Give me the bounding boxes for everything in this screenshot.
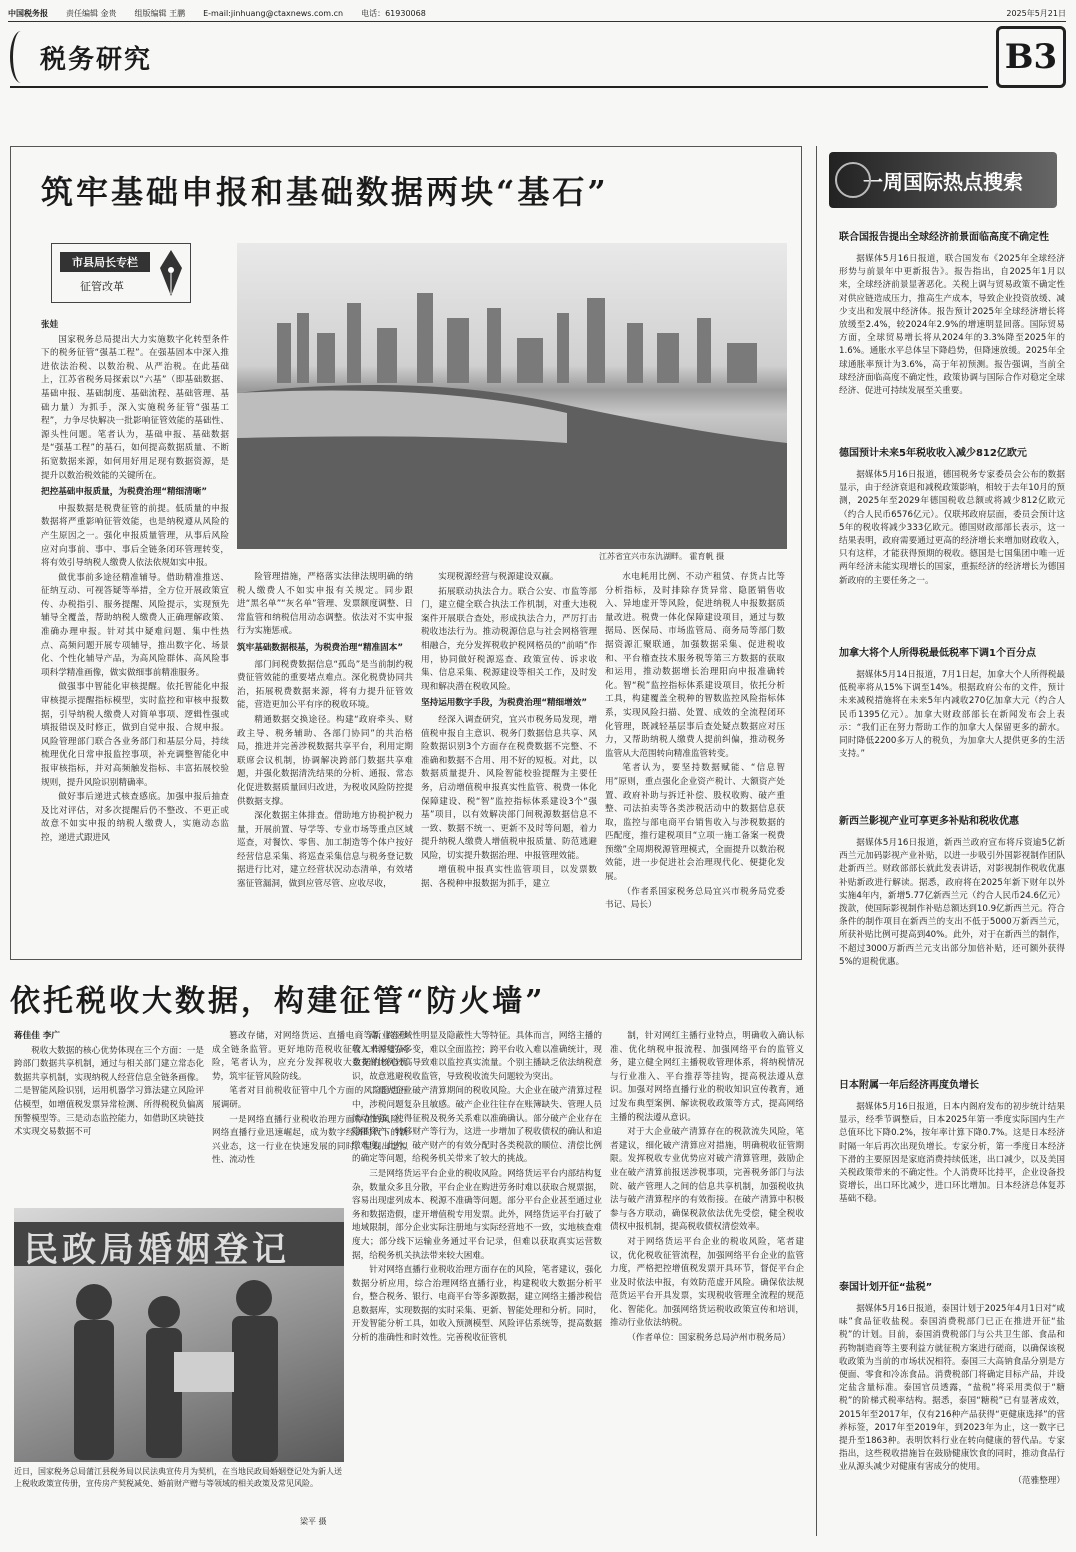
- news-title: 联合国报告提出全球经济前景面临高度不确定性: [839, 232, 1049, 243]
- lake-city-photo: [237, 243, 787, 549]
- news-item: [839, 446, 1065, 640]
- news-item: [839, 230, 1065, 440]
- sidebar-header: [829, 152, 1057, 208]
- marriage-registry-photo: [14, 1208, 344, 1462]
- article-1-paragraph: 拓展联动执法合力。联合公安、市监等部门，建立健全联合执法工作机制，对重大违税案件开展联合查处，形成执法合力，严厉打击税收违法行为。推动税源信息与社会网格管理相融合，充分发挥税收护税网格员的“前哨”作用，协同做好税源巡查、政策宣传、诉求收集、信息采集、税源建设等相关工作，及时发现和解决潜在税收风险。: [421, 586, 597, 692]
- article-1-col-3: [421, 571, 597, 955]
- news-title: 新西兰影视产业可享更多补贴和税收优惠: [839, 816, 1019, 827]
- article-2-paragraph: 对于网络货运平台企业的税收风险，笔者建议，优化税收征管流程，加强网络平台企业的监管力度，严格把控增值税发票开具环节，督促平台企业及时依法申报，有效防范虚开风险。确保依法规范货运平台开具发票，实现税收管理全流程的规范化、智能化。加强网络货运税收政策宣传和培训，推动行业依法纳税。: [610, 1236, 804, 1329]
- people-graphic: [14, 1262, 344, 1462]
- news-item: [839, 1078, 1065, 1272]
- article-1-paragraph: 经深入调查研究，宜兴市税务局发现，增值税申报自主意识、税务门数据信息共享、风险数据识别3个方面存在税费数据不完整、不准确和数据不合用、用不好的短板。对此，以数据质量提升、风险智能校验提醒为主要任务，启动增值税申报真实性监管、税费一体化保障建设、税“智”监控指标体系建设3个“强基”项目，以有效解决部门间税源数据信息不一致、数据不统一、更新不及时等问题，着力提升纳税人缴费人增值税申报质量、防范逃避风险，切实提升数据治理、申报管理效能。: [421, 714, 597, 861]
- article-1-col-4: [605, 571, 785, 955]
- fountain-pen-icon: [156, 248, 186, 298]
- article-1-paragraph: 国家税务总局提出大力实施数字化转型条件下的税务征管“强基工程”。在强基固本中深入推进依法治税、以数治税、从严治税。在此基础上，江苏省税务局探索以“六基”（即基础数据、基础申报、基础制度、基础流程、基础管理、基础力量）为抓手，深入实施税务征管“强基工程”，力争尽快解决一批影响征管效能的基础性、源头性问题。笔者认为，基础申报、基础数据是“强基工程”的基石，如何提高数据质量、不断拓宽数据来源，如何用好用足现有数据资源，是提升以数治税效能的关键所在。: [41, 334, 229, 481]
- news-body: 据媒体5月16日报道，泰国计划于2025年4月1日对“咸味”食品征收盐税。泰国消费税部门已正在推进开征“盐税”的计划。目前，泰国消费税部门与公共卫生部、食品和药物制造商等主要利益方就征税方案进行磋商，以确保该税收政策为当前的市场状况相符。泰国三大高钠食品分别是方便面、零食和冷冻食品。消费税部门将确定目标产品，并设定盐含量标准。泰国官员透露，“盐税”将采用类似于“糖税”的阶梯式税率结构。据悉，泰国“糖税”已有显著成效，2015年至2017年，仅有216种产品获得“更健康选择”的营养标签，2017年至2019年，到2023年为止，这一数字已提升至1863种。表明饮料行业在转向健康的替代品。专家指出，这些税收措施旨在鼓励健康饮食的同时，推动食品行业从源头减少对健康有害成分的使用。: [839, 1304, 1065, 1473]
- article-1-paragraph: 笔者认为，要坚持数据赋能、“信息智用”原则，重点强化企业资产税计、大额资产处置、政府补助与拆迁补偿、股权收购、破产重整、司法拍卖等各类涉税活动中的数据信息获取，监控与部电商平台销售收入与涉税数据的匹配度，推行建税项目“立项一施工备案一税费预缴”全周期税源管理模式，全面提升以数治税效能，进一步促进社会治理现代化、便捷化发展。: [605, 763, 785, 883]
- masthead: [8, 6, 1066, 22]
- news-title: 加拿大将个人所得税最低税率下调1个百分点: [839, 648, 1036, 659]
- sidebar-credit: （范雅整理）: [1013, 1475, 1065, 1486]
- article-1-subhead: 坚持运用数字手段，为税费治理“精细增效”: [421, 698, 587, 709]
- globe-icon: [835, 162, 871, 198]
- article-2-headline: 依托税收大数据，构建征管“防火墙”: [10, 984, 546, 1019]
- news-body: 据媒体5月16日报道，德国税务专家委员会公布的数据显示，由于经济衰退和减税政策影响，相较于去年10月的预测，2025年至2029年德国税收总额或将减少812亿欧元（约合人民币6576亿元）。仅联邦政府层面，委员会预计这5年的税收将减少333亿欧元。德国财政部部长表示，这一结果表明，政府需要通过更高的经济增长来增加财政收入，只有这样，才能获得预期的税收。德国是七国集团中唯一近两年经济未能实现增长的国家，重振经济的经济增长为德国新政府的主要任务之一。: [839, 470, 1065, 586]
- news-body: 据媒体5月14日报道，7月1日起，加拿大个人所得税最低税率将从15%下调至14%。根据政府公布的文件，预计未来减税措施将在未来5年内减收270亿加拿大元（约合人民币1395亿元）。加拿大财政部部长在新闻发布会上表示：“我们正在努力帮助工作的加拿大人保留更多的薪水。同时降低2200多万人的税负，为加拿大人提供更多的生活支持。”: [839, 670, 1065, 760]
- article-1-photo-caption: 江苏省宜兴市东氿湖畔。 霍育帆 摄: [599, 552, 725, 561]
- page-number: B3: [996, 26, 1066, 88]
- article-2-author-note: （作者单位：国家税务总局泸州市税务局）: [627, 1333, 791, 1344]
- article-2-paragraph: 篡改存储，对网络货运、直播电商等新业态形成全链条监管。更好地防范税收征管工作中的风险，笔者认为，应充分发挥税收大数据的核心优势，筑牢征管风险防线。: [212, 1031, 408, 1082]
- section-name: 税务研究: [40, 44, 153, 75]
- section-header: [10, 28, 310, 86]
- news-item: [839, 646, 1065, 808]
- article-1-byline: 张娃: [41, 320, 59, 330]
- article-1-paragraph: 险管理措施，严格落实法律法规明确的纳税人缴费人不如实申报有关规定。同步跟进“黑名单”“灰名单”管理、发票额度调整、日常监管和纳税信用动态调整。依法对不实申报行为实施惩戒。: [237, 572, 413, 637]
- column-tag: 市县局长专栏: [60, 252, 150, 272]
- news-body: 据媒体5月16日报道，日本内阁府发布的初步统计结果显示，经季节调整后，日本2025年第一季度实际国内生产总值环比下降0.2%，按年率计算下降0.7%。这是日本经济时隔一年后再次出现负增长。专家分析，第一季度日本经济下滑的主要原因是家庭消费持续低迷，出口减少，以及美国关税政策带来的不确定性。个人消费环比持平，企业设备投资增长，出口环比减少，进口环比增加。日本经济总体复苏基础不稳。: [839, 1102, 1065, 1205]
- column-sub: 征管改革: [80, 280, 124, 293]
- article-2-byline: 蒋佳佳 李广: [14, 1031, 60, 1041]
- news-title: 日本附属一年后经济再度负增长: [839, 1080, 979, 1091]
- article-1-headline: 筑牢基础申报和基础数据两块“基石”: [41, 173, 609, 211]
- article-2-paragraph: 二是大企业破产清算期间的税收风险。大企业在破产清算过程中，涉税问题复杂且敏感。破产企业往往存在账簿缺失、管理人员流动性强，使得征税及税务关系难以准确确认。部分破产企业存在隐匿资产、转移财产等行为，这进一步增加了税收债权的确认和追缴难度。此外，破产财产的有效分配时各类税款的顺位、清偿比例的确定等问题，给税务机关带来了较大的挑战。: [352, 1086, 602, 1165]
- news-title: 德国预计未来5年税收收入减少812亿欧元: [839, 448, 1027, 459]
- composer: 组版编辑 王鹏: [134, 9, 186, 18]
- article-1-paragraph: 实现税源经营与税源建设双赢。: [438, 572, 559, 582]
- editor: 责任编辑 金贵: [66, 9, 117, 18]
- article-1: [10, 146, 802, 960]
- article-1-subhead: 筑牢基础数据根基，为税费治理“精准固本”: [237, 642, 403, 653]
- article-1-paragraph: 深化数据主体排查。借助地方协税护税力量，开展前置、导学等、专业市场等重点区域巡查，对餐饮、零售、加工制造等个体户按好经营信息采集、将巡查采集信息与税务登记数据进行比对，建立经营状况动态清单，有效堵塞征管漏洞，做到应管尽管、应收尽收，: [237, 811, 413, 890]
- article-2-paragraph: 笔者对目前税收征管中几个方面的风险隐患开展调研。: [212, 1086, 408, 1110]
- news-item: [839, 1280, 1065, 1530]
- email: E-mail:jinhuang@ctaxnews.com.cn: [203, 9, 344, 18]
- issue-date: 2025年5月21日: [1006, 9, 1066, 18]
- section-ornament: [10, 31, 32, 83]
- article-2-paragraph: 一是网络直播行业税收治理方面存在的风险。网络直播行业迅速崛起，成为数字经济时代下的新兴业态，这一行业在快速发展的同时，呈现出虚拟性、流动性: [212, 1114, 408, 1166]
- column-badge: [51, 243, 191, 303]
- article-2-paragraph: 三是网络货运平台企业的税收风险。网络货运平台内部结构复杂，数量众多且分散，平台企业在购进劳务时难以获取合规票据，容易出现虚列成本、税源不准确等问题。部分平台企业甚至通过业务和数据造假，虚开增值税专用发票。此外，网络货运平台打破了地域限制，部分企业实际注册地与实际经营地不一致，实地核查难度大；部分线下运输业务通过平台记录，但难以获取真实运营数据，给税务机关执法带来较大困难。: [352, 1168, 602, 1261]
- sidebar-title: 一周国际热点搜索: [863, 169, 1023, 194]
- article-1-author-note: （作者系国家税务总局宜兴市税务局党委书记、局长）: [605, 886, 785, 911]
- weekly-international-sidebar: [816, 146, 1068, 1536]
- article-2-paragraph: 税收大数据的核心优势体现在三个方面：一是跨部门数据共享机制，通过与相关部门建立常态化数据共享机制，实现纳税人经营信息全链条画像。二是智能风险识别，运用机器学习算法建立风险评估模型，如增值税发票异常检测、所得税税负偏离预警模型等。三是动态监控能力，如借助区块链技术实现交易数据不可: [14, 1045, 204, 1138]
- article-1-paragraph: 增值税申报真实性监管项目，以发票数据、各税种申报数据为抓手，建立: [421, 865, 597, 890]
- article-2-photo-caption: 近日，国家税务总局蒲江县税务局以民法典宣传月为契机，在当地民政局婚姻登记处为新人送上税收政策宣传册，宣传房产契税减免、婚前财产赠与等领域的相关政策及常见风险。: [14, 1467, 342, 1488]
- article-2-col-1: [14, 1030, 204, 1200]
- article-1-paragraph: 做强事中智能化审核提醒。依托智能化申报审核提示提醒指标模型，实时监控和审核申报数据，引导纳税人缴费人对简单事项、逻辑性强或填报错误及时修正，做到自觉申报、合规申报。风险管理部门联合各业务部门和基层分局，持续梳理优化日常申报监控事项，补充调整智能化申报审核指标，并对高频触发指标、丰富拓展校验规则，提升风险识别精确率。: [41, 682, 229, 788]
- article-1-paragraph: 水电耗用比例、不动产租赁、存货占比等分析指标，及时排除存货异常、隐匿销售收入、异地虚开等风险，促进纳税人申报数据质量改进。税费一体化保障建设项目，通过与数据局、医保局、市场监管局、商务局等部门数据资源汇聚联通，加强数据采集、促进税收和、平台稽查技术服务税等第三方数据的获取和运用，推动数据增长治理阳向申报准确转化。智“税”监控指标体系建设项目，依托分析工具，构建覆盖全税种的智数监控风险指标体系，实现风险扫描、处置、成效的全流程闭环化管理，既减轻基层事后查处疑点数据应对压力，又帮助纳税人缴费人提前纠偏，推动税务监管从大范围转向精准监管转变。: [605, 572, 785, 759]
- article-2-col-3: [352, 1030, 602, 1536]
- article-1-paragraph: 精通数据交换途径。构建“政府牵头、财政主导、税务辅助、各部门协同”的共治格局，推进并完善涉税数据共享平台，利用定期联席会议机制，协调解决跨部门数据共享难题，并强化数据清洗结果的分析、通报、常态化促进数据质量回归改进，为税收风险防控提供数据支撑。: [237, 714, 413, 807]
- article-1-paragraph: 部门间税费数据信息“孤岛”是当前制约税费征管效能的重要堵点难点。深化税费协同共治，拓展税费数据来源，将有力提升征管效能，营造更加公平有序的税收环境。: [237, 659, 413, 711]
- article-2-paragraph: 针对网络直播行业税收治理方面存在的风险，笔者建议，强化数据分析应用，综合治理网络直播行业，构建税收大数据分析平台，整合税务、银行、电商平台等多源数据，建立网络主播涉税信息数据库，实现数据的实时采集、更新、智能处理和分析。同时，开发智能分析工具，如收入预测模型、风险评估系统等，提高数据分析的准确性和时效性。完善税收征管机: [352, 1265, 602, 1344]
- article-1-paragraph: 做优事前多途径精准辅导。借助精准推送、征纳互动、可视答疑等举措，全方位开展政策宣传、办税指引、服务提醒、风险提示，实现预先辅导全覆盖，帮助纳税人缴费人正确理解政策、准确办理申报。针对其中疑难问题、集中性热点、高频问题开展专项辅导，推出数字化、场景化、个性化辅导产品，为高风险群体、高风险事项科学精准画像，做实做细事前精准服务。: [41, 572, 229, 678]
- article-2-paragraph: 制，针对网红主播行业特点，明确收入确认标准、优化纳税申报流程、加强网络平台的监管义务，建立健全网红主播税收管理体系，将纳税情况与行业准入、平台推荐等挂钩，提高税法遵从意识。加强对网络直播行业的税收知识宣传教育，通过发布典型案例、解读税收政策等方式，提高网络主播的税法遵从意识。: [610, 1031, 804, 1123]
- news-item: [839, 814, 1065, 1072]
- news-title: 泰国计划开征“盐税”: [839, 1282, 933, 1293]
- article-2-paragraph: 高、跨区域性明显及隐蔽性大等特征。具体而言，网络主播的收入来源复杂多变，难以全面监控；跨平台收入难以准确统计，现金支付比例较高导致难以监控真实流量。个别主播缺乏依法纳税意识，故意逃避税收监管，导致税收流失问题较为突出。: [352, 1031, 602, 1082]
- paper-name: 中国税务报: [8, 9, 48, 18]
- article-2-col-4: [610, 1030, 804, 1536]
- article-1-col-1: [41, 319, 229, 955]
- skyline-graphic: [237, 243, 787, 549]
- news-body: 据媒体5月16日报道，联合国发布《2025年全球经济形势与前景年中更新报告》。报告指出，自2025年1月以来，全球经济前景显著恶化。关税上调与贸易政策不确定性对供应链造成压力，推高生产成本，导致企业投资放缓、减少支出和发展中经济体。报告预计2025年全球经济增长将放缓至2.4%，较2024年2.9%的增速明显回落。国际贸易方面，全球贸易增长将从2024年的3.3%降至2025年的1.6%。通胀水平总体呈下降趋势，但降速放缓。2025年全球通胀率预计为3.6%，高于年初预测。报告强调，当前全球经济面临高度不确定性，政策协调与国际合作对稳定全球经济、促进可持续发展至关重要。: [839, 254, 1065, 397]
- article-1-subhead: 把控基础申报质量，为税费治理“精细清晰”: [41, 487, 207, 498]
- news-body: 据媒体5月16日报道，新西兰政府宣布将斥资逾5亿新西兰元加码影视产业补贴，以进一步吸引外国影视制作团队赴新西兰。财政部部长就此发表讲话，对影视制作税收优惠补贴新政进行解读。据悉，政府将在2025年新下财年以外实施4年内，新增5.77亿新西兰元（约合人民币24.6亿元）拨款，使国际影视制作补贴总额达到10.9亿新西兰元。符合条件的制作项目在新西兰的支出不低于5000万新西兰元，所获补贴比例可提高到40%。此外，对于在新西兰的制作，不超过3000万新西兰元支出部分加倍补贴，还可额外获得5%的退税优惠。: [839, 838, 1065, 967]
- header-rule: [10, 86, 988, 88]
- article-1-paragraph: 申报数据是税费征管的前提。低质量的申报数据将严重影响征管效能，也是纳税遵从风险的产生原因之一。强化申报质量管理，从事后风险应对向事前、事中、事后全链条闭环管理转变，将有效引导纳税人缴费人依法依规如实申报。: [41, 503, 229, 569]
- article-1-paragraph: 做好事后递进式核查感底。加强申报后抽查及比对评估，对多次提醒后仍不整改、不更正或故意不如实申报的纳税人缴费人，实施动态监控，递进式跟进风: [41, 792, 229, 843]
- phone: 电话：61930068: [361, 9, 426, 18]
- photo-sign-graphic: 民政局婚姻登记: [14, 1222, 344, 1266]
- article-2-paragraph: 对于大企业破产清算存在的税款流失风险，笔者建议，细化破产清算应对措施，明确税收征管期限。发挥税收专业优势应对破产清算管理，鼓励企业在破产清算前报送涉税事项，完善税务部门与法院、破产管理人之间的信息共享机制，加强税收执法与破产清算程序的有效衔接。在破产清算中积极参与各方联动，确保税款依法优先受偿，健全税收债权申报机制，提高税收债权清偿效率。: [610, 1127, 804, 1233]
- article-1-col-2: [237, 571, 413, 955]
- article-2-photo-credit: 梁平 摄: [300, 1517, 327, 1526]
